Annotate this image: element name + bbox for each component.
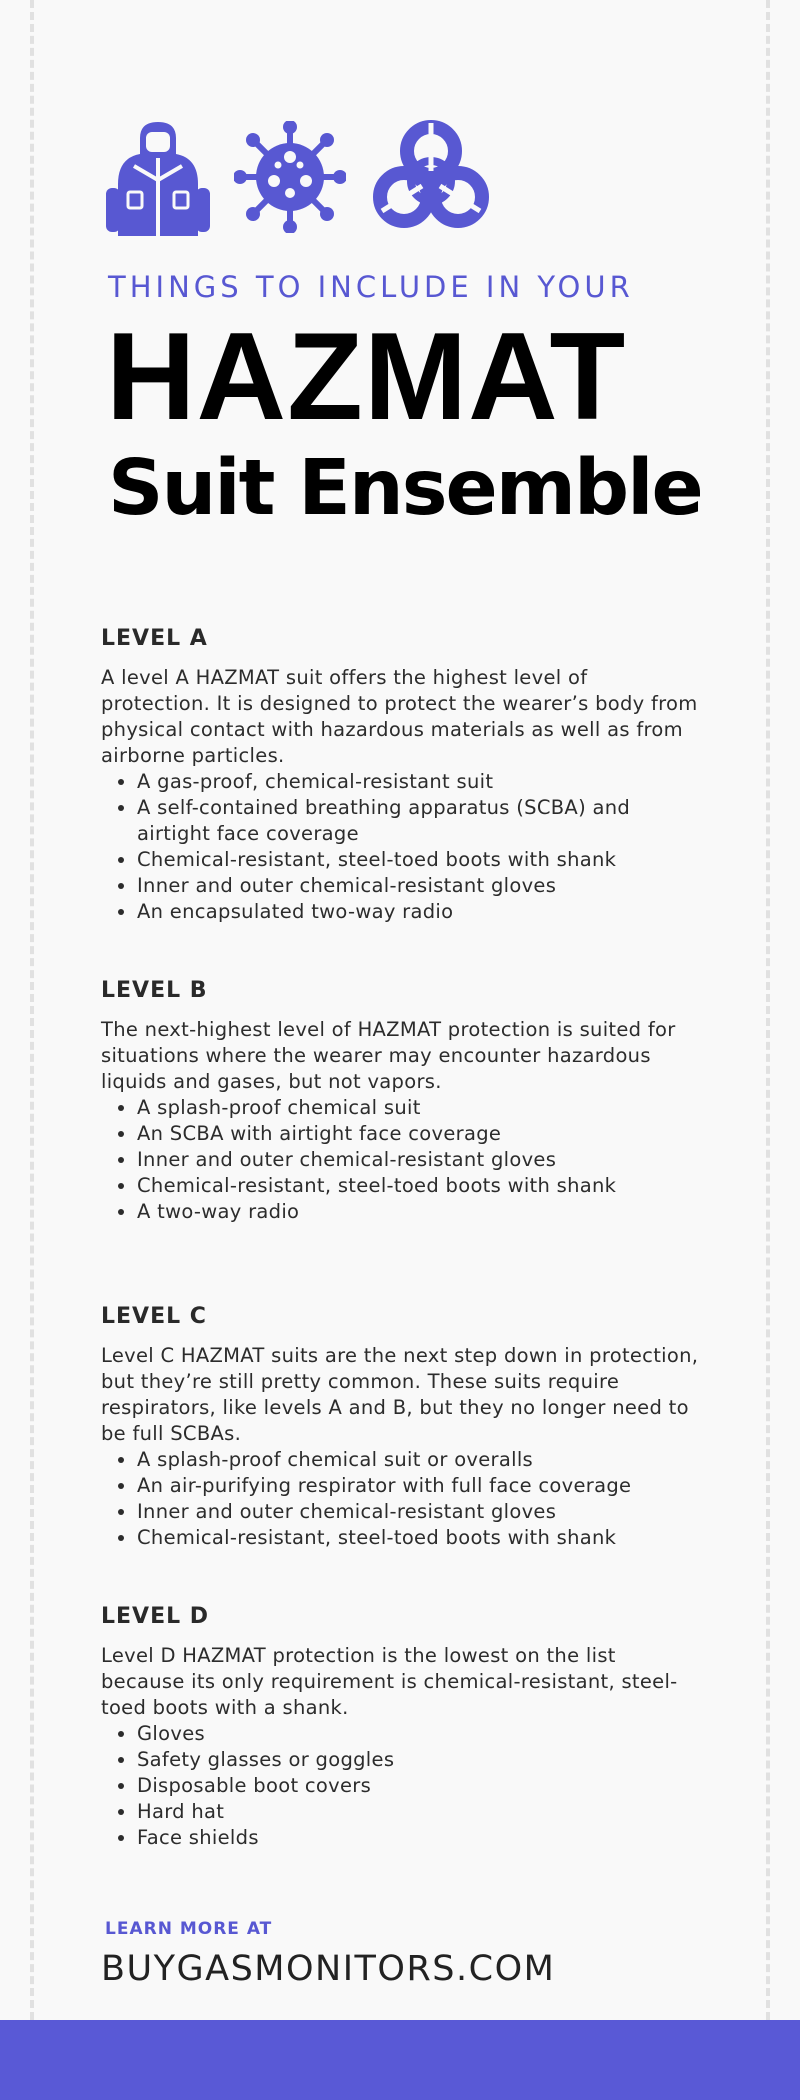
page-title: HAZMAT (106, 308, 627, 446)
list-item: • Inner and outer chemical-resistant gloves (137, 873, 701, 899)
item-list (101, 769, 701, 925)
section-heading: LEVEL C (101, 1304, 207, 1329)
list-item: • Safety glasses or goggles (137, 1747, 701, 1773)
section-body: A level A HAZMAT suit offers the highest level of protection. It is designed to protect the wearer’s body from physical contact with hazardous materials as well as from airborne particles. (101, 666, 698, 767)
item-list (101, 1095, 701, 1225)
biohazard-icon (370, 119, 492, 235)
section-heading: LEVEL A (101, 626, 208, 651)
page-subtitle: Suit Ensemble (108, 444, 702, 533)
item-list (101, 1447, 701, 1551)
list-item: • A gas-proof, chemical-resistant suit (137, 769, 701, 795)
left-dashed-border (30, 0, 34, 2020)
section-level-b (101, 978, 701, 1225)
list-item: • Inner and outer chemical-resistant gloves (137, 1499, 701, 1525)
list-item: • Hard hat (137, 1799, 701, 1825)
virus-icon (234, 121, 346, 233)
list-item: • Disposable boot covers (137, 1773, 701, 1799)
list-item: • A splash-proof chemical suit (137, 1095, 701, 1121)
header-icons (106, 118, 492, 236)
section-body: Level D HAZMAT protection is the lowest on the list because its only requirement is chemical-resistant, steel-toed boots with a shank. (101, 1644, 678, 1719)
list-item: • An air-purifying respirator with full face coverage (137, 1473, 701, 1499)
section-level-d (101, 1604, 701, 1851)
website-link[interactable]: BUYGASMONITORS.COM (101, 1949, 556, 1989)
section-level-c (101, 1304, 701, 1551)
list-item: • Face shields (137, 1825, 701, 1851)
list-item: • Chemical-resistant, steel-toed boots with shank (137, 847, 701, 873)
list-item: • Chemical-resistant, steel-toed boots with shank (137, 1173, 701, 1199)
section-level-a (101, 626, 701, 925)
section-body: Level C HAZMAT suits are the next step down in protection, but they’re still pretty common. These suits require respirators, like levels A and B, but they no longer need to be full SCBAs. (101, 1344, 699, 1445)
list-item: • A two-way radio (137, 1199, 701, 1225)
list-item: • A splash-proof chemical suit or overalls (137, 1447, 701, 1473)
list-item: • Chemical-resistant, steel-toed boots with shank (137, 1525, 701, 1551)
learn-more-label: LEARN MORE AT (105, 1919, 273, 1939)
section-heading: LEVEL B (101, 978, 208, 1003)
item-list (101, 1721, 701, 1851)
footer-bar (0, 2020, 800, 2100)
section-heading: LEVEL D (101, 1604, 210, 1629)
hazmat-suit-icon (106, 118, 210, 236)
subtitle: THINGS TO INCLUDE IN YOUR (108, 270, 634, 304)
list-item: • An SCBA with airtight face coverage (137, 1121, 701, 1147)
list-item: • An encapsulated two-way radio (137, 899, 701, 925)
section-body: The next-highest level of HAZMAT protection is suited for situations where the wearer may encounter hazardous liquids and gases, but not vapors. (101, 1018, 676, 1093)
list-item: • A self-contained breathing apparatus (SCBA) and airtight face coverage (137, 795, 701, 847)
right-dashed-border (766, 0, 770, 2020)
list-item: • Gloves (137, 1721, 701, 1747)
list-item: • Inner and outer chemical-resistant gloves (137, 1147, 701, 1173)
